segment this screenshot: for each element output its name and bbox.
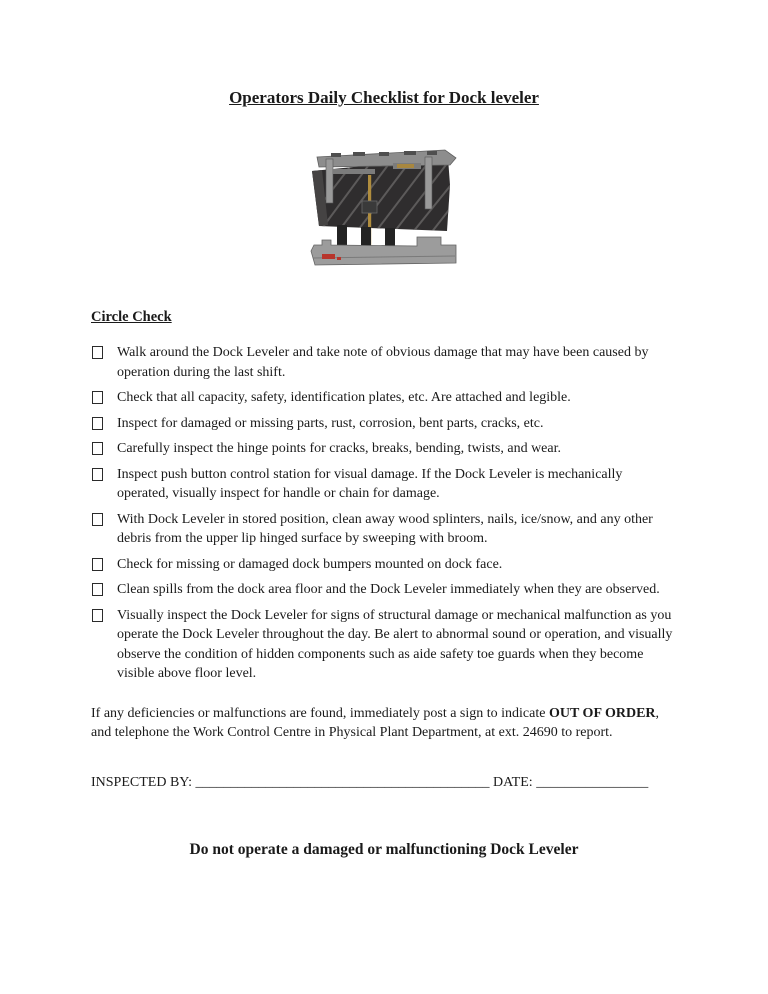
checklist-item (91, 388, 677, 408)
out-of-order-notice (91, 704, 677, 743)
checklist-item (91, 510, 677, 549)
checklist-item-text: Check for missing or damaged dock bumpers mounted on dock face. (117, 556, 503, 572)
date-blank: ________________ (536, 774, 649, 790)
figure-container (91, 145, 677, 272)
checklist-item (91, 414, 677, 434)
notice-text-bold: OUT OF ORDER (548, 705, 656, 721)
checklist-item (91, 606, 677, 684)
checklist-item (91, 439, 677, 459)
checkbox-icon (92, 468, 103, 481)
checkbox-icon (92, 558, 103, 571)
date-label: DATE: (493, 774, 533, 790)
checklist-item-text: Inspect push button control station for visual damage. If the Dock Leveler is mechanically operated, visually inspect for handle or chain for damage. (117, 466, 623, 501)
checkbox-icon (92, 609, 103, 622)
section-heading-circle-check: Circle Check (91, 309, 172, 325)
footer-warning: Do not operate a damaged or malfunctioning Dock Leveler (189, 840, 579, 858)
checklist-item-text: Check that all capacity, safety, identification plates, etc. Are attached and legible. (117, 390, 571, 405)
checklist-item-text: Visually inspect the Dock Leveler for signs of structural damage or mechanical malfunction as you operate the Dock Leveler throughout the day. Be alert to abnormal sound or operation, and visually observe the condition of hidden components such as aide safety toe guards when they become visible above floor level. (117, 607, 673, 681)
checklist-item-text: With Dock Leveler in stored position, clean away wood splinters, nails, ice/snow, and any other debris from the upper lip hinged surface by sweeping with broom. (117, 511, 653, 546)
checklist-item-text: Clean spills from the dock area floor and the Dock Leveler immediately when they are observed. (117, 582, 660, 597)
checkbox-icon (92, 513, 103, 526)
notice-text-pre: If any deficiencies or malfunctions are found, immediately post a sign to indicate (91, 705, 549, 721)
inspected-by-blank: __________________________________________ (195, 774, 490, 790)
checkbox-icon (92, 442, 103, 455)
checklist-item-text: Inspect for damaged or missing parts, rust, corrosion, bent parts, cracks, etc. (117, 415, 544, 431)
checklist-item-text: Carefully inspect the hinge points for cracks, breaks, bending, twists, and wear. (117, 441, 561, 456)
checkbox-icon (92, 346, 103, 359)
dock-leveler-photo (309, 145, 459, 272)
checklist-item-text: Walk around the Dock Leveler and take note of obvious damage that may have been caused by operation during the last shift. (117, 345, 649, 380)
page-title: Operators Daily Checklist for Dock leveler (229, 88, 539, 107)
checklist-item (91, 580, 677, 600)
notice-text-post: , and telephone the Work Control Centre in Physical Plant Department, at ext. 24690 to report. (91, 705, 660, 740)
circle-check-list (91, 343, 677, 684)
checklist-item (91, 555, 677, 575)
checkbox-icon (92, 583, 103, 596)
checkbox-icon (92, 417, 103, 430)
inspected-by-label: INSPECTED BY: (91, 774, 193, 790)
checkbox-icon (92, 391, 103, 404)
checklist-item (91, 343, 677, 382)
signoff-line (91, 773, 677, 792)
checklist-item (91, 465, 677, 504)
